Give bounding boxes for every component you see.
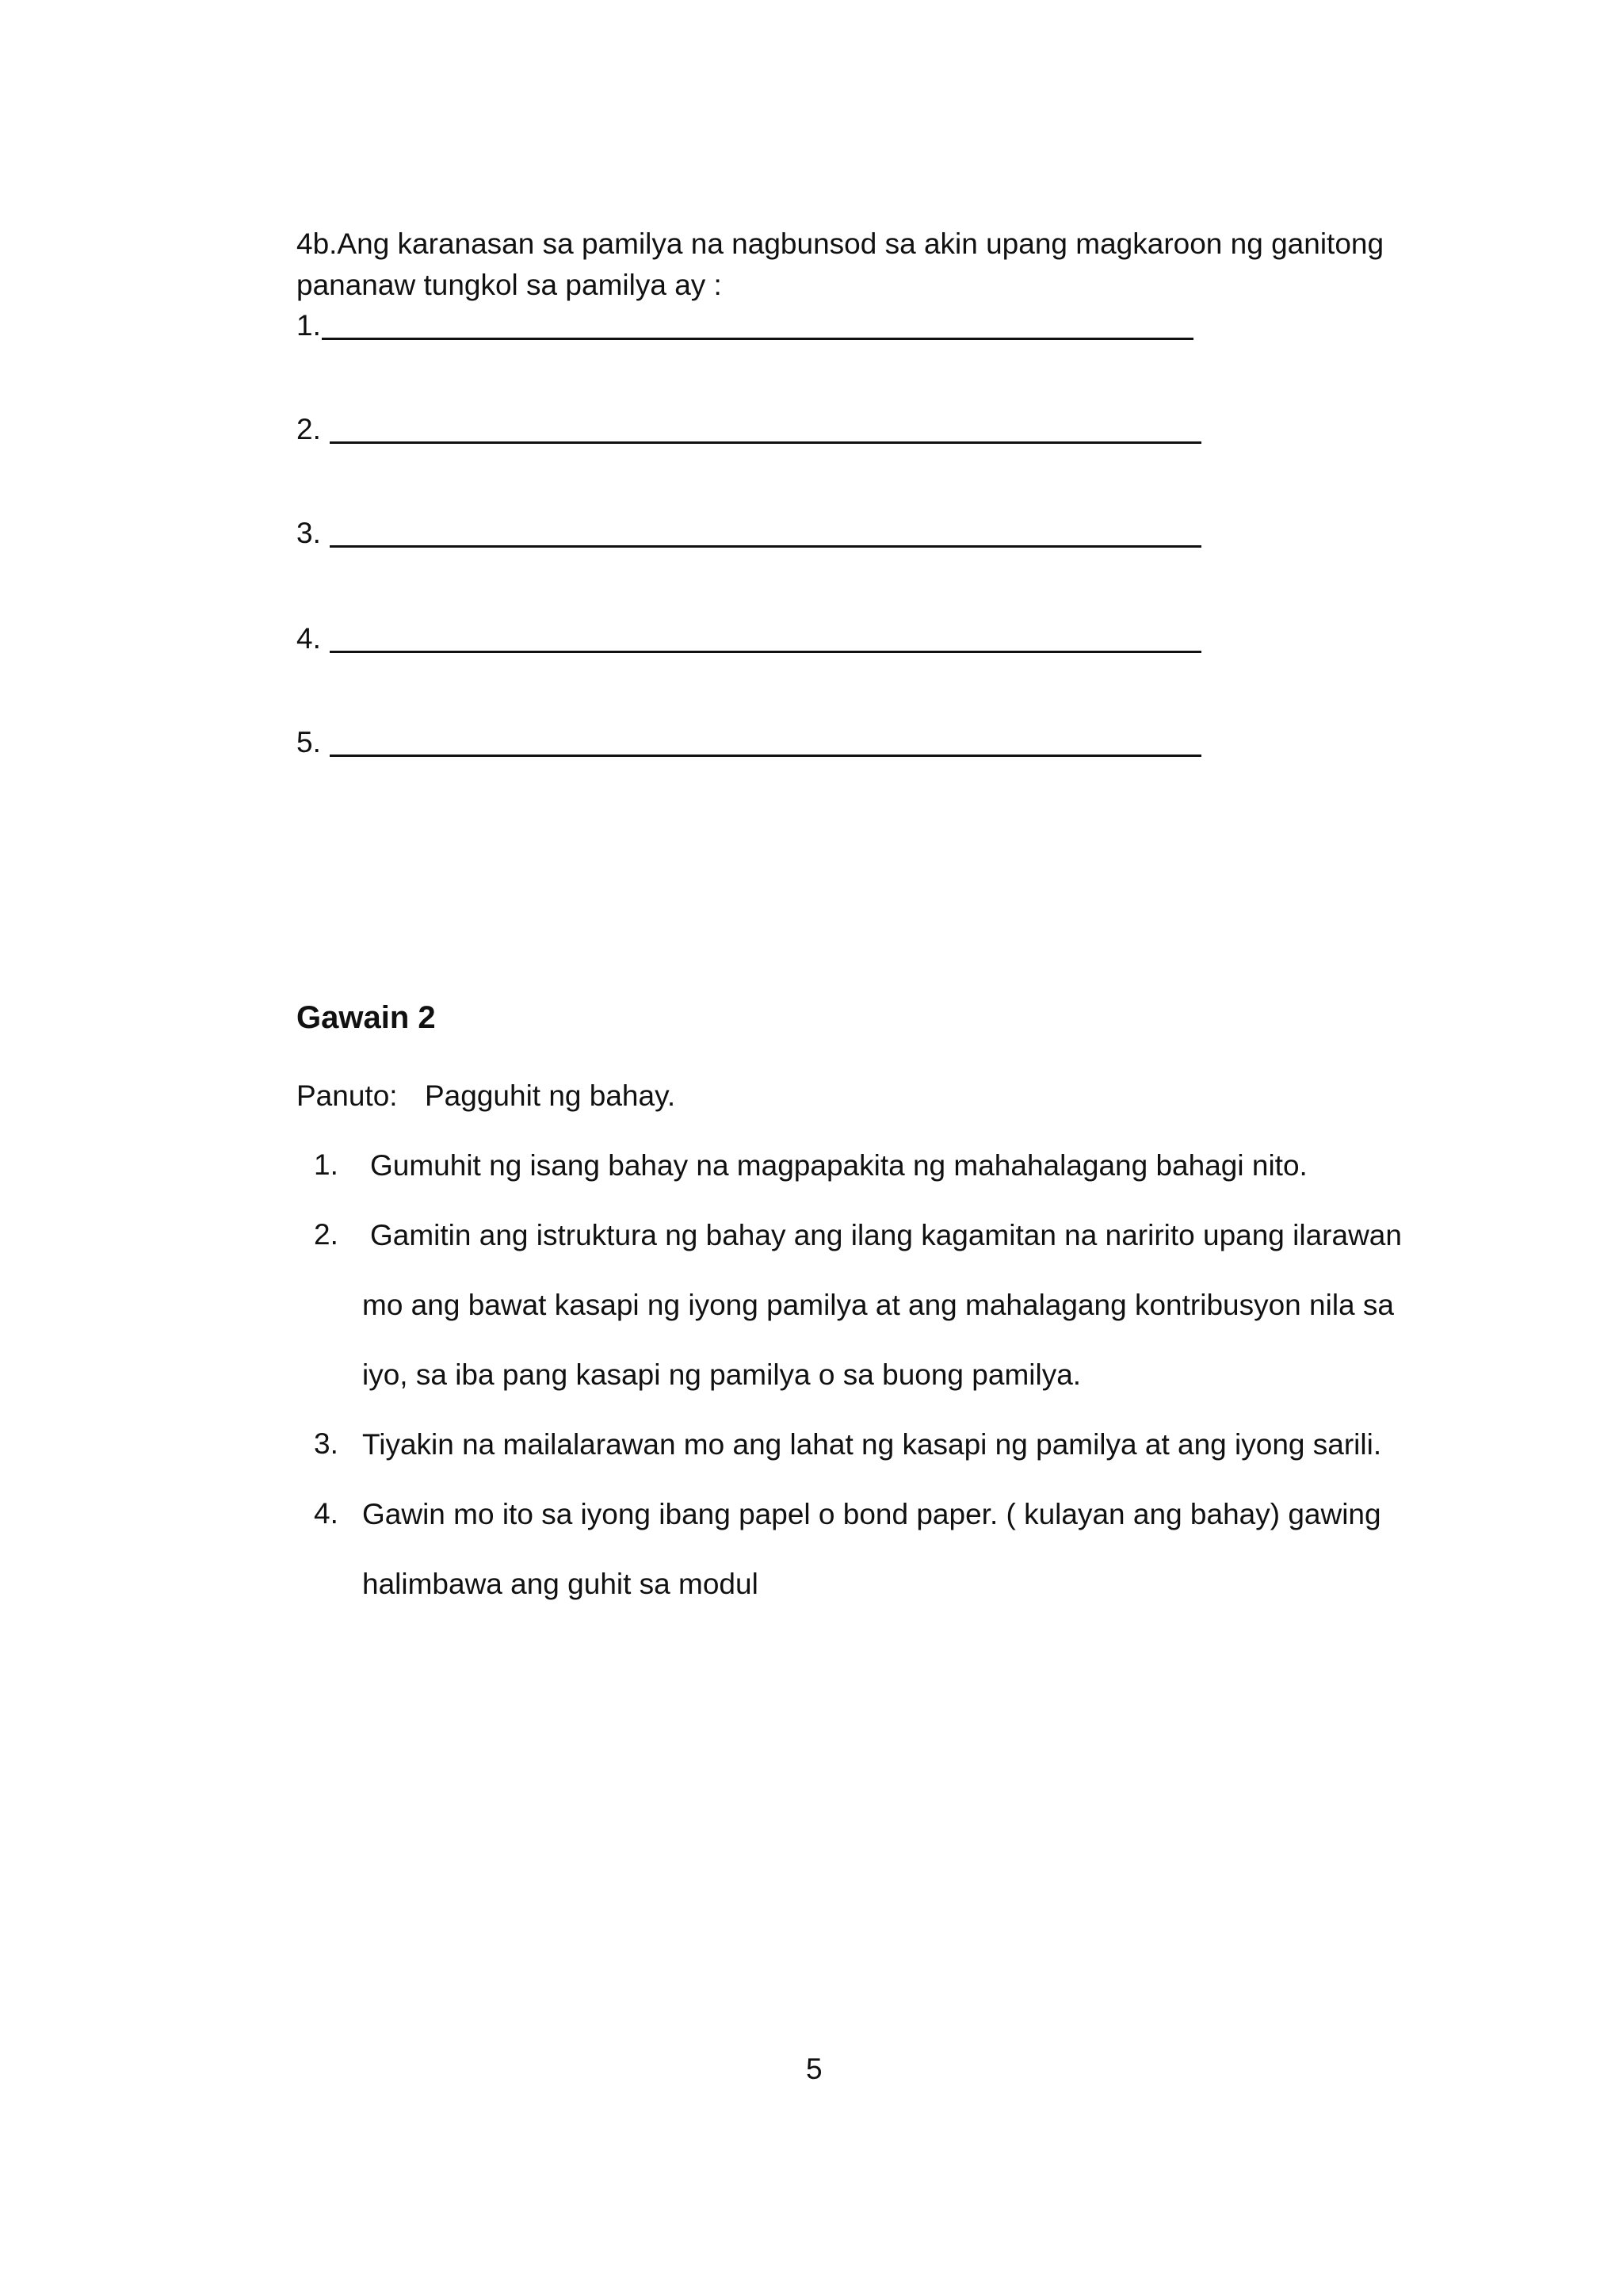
answer-label-4: 4.: [296, 622, 321, 655]
question-line-2: pananaw tungkol sa pamilya ay :: [296, 269, 722, 301]
item-3-line-1: Tiyakin na mailalarawan mo ang lahat ng kasapi ng pamilya at ang iyong sarili.: [362, 1428, 1382, 1461]
answer-label-5: 5.: [296, 726, 321, 758]
item-4-line-1: Gawin mo ito sa iyong ibang papel o bond paper. ( kulayan ang bahay) gawing: [362, 1498, 1381, 1530]
item-1-line-1: Gumuhit ng isang bahay na magpapakita ng mahahalagang bahagi nito.: [370, 1149, 1308, 1182]
item-number-1: 1.: [314, 1148, 338, 1181]
item-number-4: 4.: [314, 1497, 338, 1530]
instruction-text: Pagguhit ng bahay.: [425, 1079, 676, 1112]
activity-title: Gawain 2: [296, 1000, 436, 1035]
answer-blank-2[interactable]: [330, 441, 1201, 444]
item-2-line-3: iyo, sa iba pang kasapi ng pamilya o sa buong pamilya.: [362, 1358, 1082, 1391]
item-2-line-2: mo ang bawat kasapi ng iyong pamilya at ang mahalagang kontribusyon nila sa: [362, 1289, 1394, 1321]
question-line-1: 4b.Ang karanasan sa pamilya na nagbunsod sa akin upang magkaroon ng ganitong: [296, 227, 1384, 260]
item-number-2: 2.: [314, 1218, 338, 1251]
answer-blank-1[interactable]: [322, 338, 1193, 340]
answer-blank-5[interactable]: [330, 755, 1201, 757]
instruction-label: Panuto:: [296, 1079, 398, 1112]
item-4-line-2: halimbawa ang guhit sa modul: [362, 1568, 758, 1600]
answer-label-3: 3.: [296, 517, 321, 549]
answer-label-2: 2.: [296, 413, 321, 445]
page-number: 5: [806, 2053, 823, 2085]
answer-blank-3[interactable]: [330, 545, 1201, 548]
item-number-3: 3.: [314, 1427, 338, 1460]
answer-label-1: 1.: [296, 309, 321, 342]
item-2-line-1: Gamitin ang istruktura ng bahay ang ilang kagamitan na naririto upang ilarawan: [370, 1219, 1402, 1251]
answer-blank-4[interactable]: [330, 651, 1201, 653]
